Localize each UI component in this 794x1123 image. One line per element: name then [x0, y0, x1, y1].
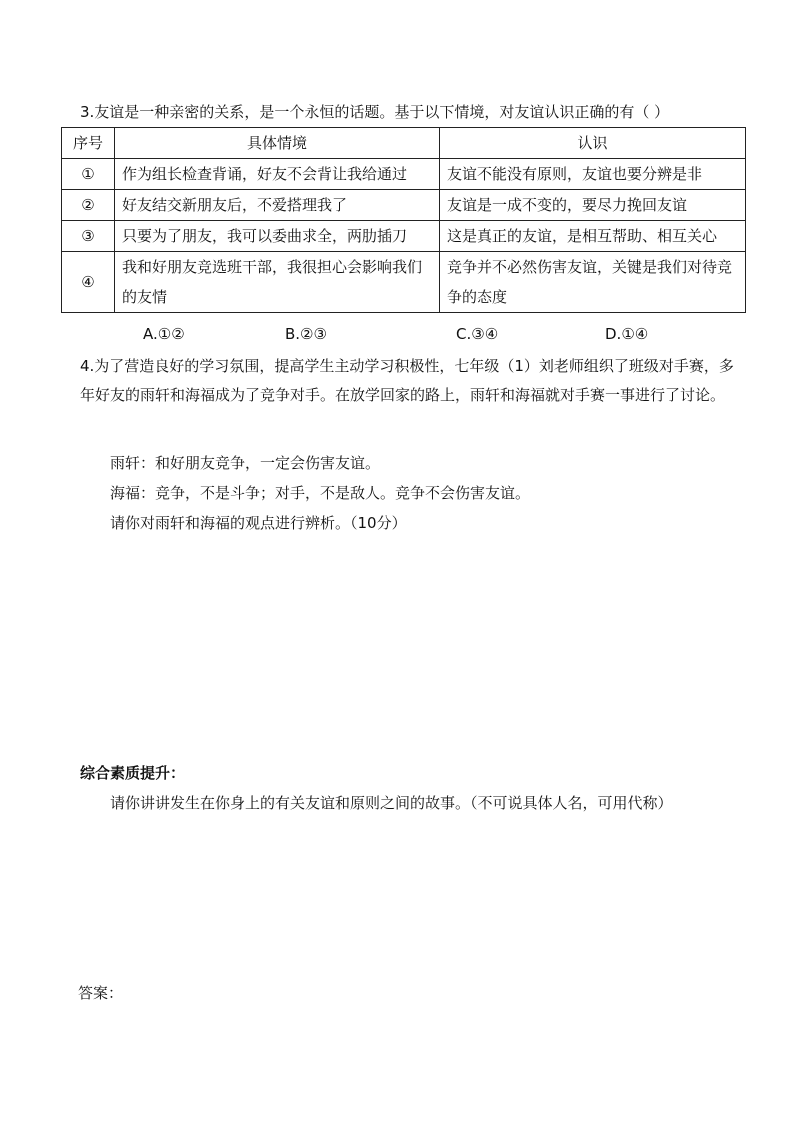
row-situation: 我和好朋友竞选班干部，我很担心会影响我们的友情 — [115, 252, 440, 313]
question-4-ask: 请你对雨轩和海福的观点进行辨析。（10分） — [110, 514, 407, 532]
table-row — [62, 190, 746, 221]
option-c: C.③④ — [456, 325, 499, 343]
table-row — [62, 252, 746, 313]
header-index: 序号 — [62, 128, 115, 159]
option-a: A.①② — [143, 325, 185, 343]
haifu-statement: 海福：竞争，不是斗争；对手，不是敌人。竞争不会伤害友谊。 — [110, 484, 531, 502]
story-prompt: 请你讲讲发生在你身上的有关友谊和原则之间的故事。（不可说具体人名，可用代称） — [110, 794, 673, 812]
table-row — [62, 159, 746, 190]
section-title: 综合素质提升： — [80, 764, 186, 782]
option-d: D.①④ — [605, 325, 649, 343]
row-situation: 只要为了朋友，我可以委曲求全，两肋插刀 — [115, 221, 440, 252]
row-view: 友谊是一成不变的，要尽力挽回友谊 — [440, 190, 746, 221]
row-situation: 作为组长检查背诵，好友不会背让我给通过 — [115, 159, 440, 190]
question-3-stem: 3.友谊是一种亲密的关系，是一个永恒的话题。基于以下情境，对友谊认识正确的有（ ） — [80, 103, 670, 121]
row-view: 这是真正的友谊，是相互帮助、相互关心 — [440, 221, 746, 252]
row-index: ④ — [62, 252, 115, 313]
row-index: ② — [62, 190, 115, 221]
table-row — [62, 221, 746, 252]
row-index: ③ — [62, 221, 115, 252]
row-view: 竞争并不必然伤害友谊，关键是我们对待竞争的态度 — [440, 252, 746, 313]
row-view: 友谊不能没有原则，友谊也要分辨是非 — [440, 159, 746, 190]
header-view: 认识 — [440, 128, 746, 159]
answer-label: 答案： — [78, 984, 124, 1002]
option-b: B.②③ — [285, 325, 327, 343]
header-situation: 具体情境 — [115, 128, 440, 159]
row-situation: 好友结交新朋友后，不爱搭理我了 — [115, 190, 440, 221]
friendship-table — [61, 127, 746, 313]
row-index: ① — [62, 159, 115, 190]
question-4-stem: 4.为了营造良好的学习氛围，提高学生主动学习积极性，七年级（1）刘老师组织了班级对手赛，多年好友的雨轩和海福成为了竞争对手。在放学回家的路上，雨轩和海福就对手赛一事进行了讨论。 — [80, 357, 734, 404]
table-header-row — [62, 128, 746, 159]
yuxuan-statement: 雨轩：和好朋友竞争，一定会伤害友谊。 — [110, 454, 381, 472]
